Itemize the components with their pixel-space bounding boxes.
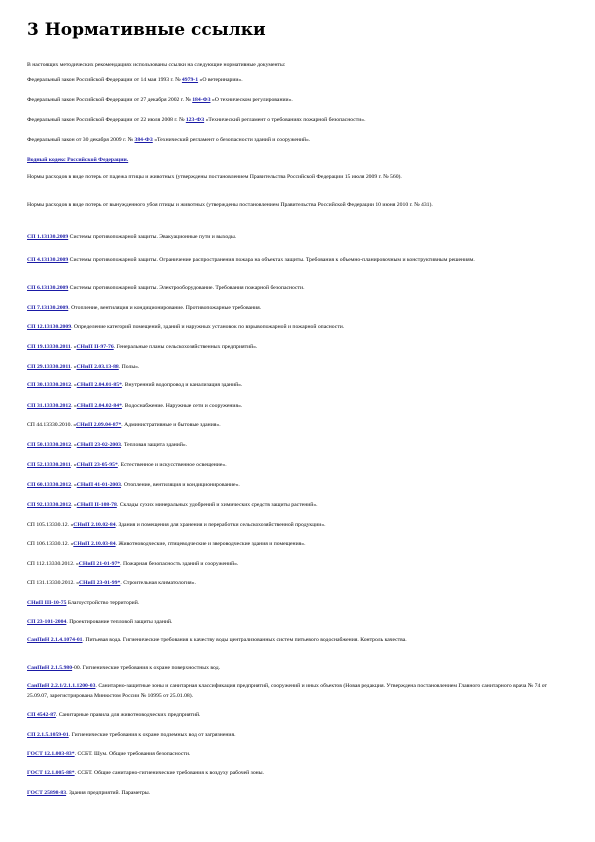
reference-link[interactable]: СНиП III-10-75 [27,600,67,606]
reference-item [27,420,567,430]
reference-item [27,322,567,332]
reference-text: Федеральный закон от 30 декабря 2009 г. № [27,137,135,143]
reference-link[interactable]: СП 4542-87 [27,712,56,718]
reference-item [27,60,567,70]
reference-item [27,500,567,510]
reference-item [27,362,567,372]
reference-text: . « [71,442,77,448]
reference-link[interactable]: СП 52.13330.2011 [27,462,71,468]
reference-text: Благоустройство территорий. [66,600,140,606]
reference-text: . Административные и бытовые здания». [121,422,221,428]
reference-text: «О техническом регулировании». [210,97,293,103]
reference-text: В настоящих методических рекомендациях использованы ссылки на следующие нормативные документы: [27,62,286,68]
reference-link[interactable]: СП 7.13130.2009 [27,305,69,311]
reference-link[interactable]: СП 6.13130.2009 [27,285,69,291]
reference-text: . Здания и помещения для хранения и переработки сельскохозяйственной продукции». [115,522,326,528]
reference-link[interactable]: СП 4.13130.2009 [27,257,69,263]
reference-link[interactable]: СНиП 2.04.02-84* [76,403,122,409]
reference-item [27,559,567,569]
reference-item [27,749,567,759]
reference-item [27,460,567,470]
reference-item [27,232,567,242]
reference-link[interactable]: СП 31.13330.2012 [27,403,72,409]
reference-link[interactable]: 184-ФЗ [192,97,211,103]
reference-text: СП 44.13330.2010. « [27,422,77,428]
reference-link[interactable]: Водный кодекс Российской Федерации. [27,157,129,163]
reference-item [27,598,567,608]
reference-text: . Естественное и искусственное освещение». [117,462,227,468]
reference-item [27,520,567,530]
reference-link[interactable]: СП 30.13330.2012 [27,382,72,388]
reference-text: . Санитарные правила для животноводческих предприятий. [55,712,201,718]
reference-link[interactable]: СНиП II-108-78 [76,502,117,508]
reference-item [27,95,567,105]
reference-link[interactable]: 4979-1 [181,77,199,83]
reference-item [27,440,567,450]
reference-text: . Отопление, вентиляция и кондиционирование». [120,482,240,488]
reference-item [27,303,567,313]
reference-text: СП 106.13330.12. « [27,541,74,547]
reference-text: . ССБТ. Общие санитарно-гигиенические требования к воздуху рабочей зоны. [74,770,264,776]
reference-item [27,135,567,145]
reference-link[interactable]: ГОСТ 25898-83 [27,790,67,796]
reference-link[interactable]: СНиП 23-05-95* [76,462,118,468]
reference-link[interactable]: ГОСТ 12.1.005-88* [27,770,75,776]
reference-link[interactable]: СП 23-101-2004 [27,619,67,625]
reference-link[interactable]: 123-ФЗ [185,117,205,123]
reference-link[interactable]: ГОСТ 12.1.003-83* [27,751,75,757]
reference-item [27,255,567,265]
reference-text: . ССБТ. Шум. Общие требования безопасности. [74,751,191,757]
reference-item [27,200,567,210]
reference-text: . Питьевая вода. Гигиенические требования к качеству воды централизованных систем питьевого водоснабжения. Контроль качества. [82,637,407,643]
reference-link[interactable]: СНиП 23-01-99* [78,580,121,586]
reference-link[interactable]: СанПиН 2.2.1/2.1.1.1200-03 [27,683,96,689]
reference-item [27,283,567,293]
reference-item [27,155,567,165]
reference-link[interactable]: СНиП 2.09.04-87* [76,422,122,428]
reference-text: «О ветеринарии». [198,77,243,83]
reference-text: Системы противопожарной защиты. Ограничение распространения пожара на объектах защиты. Требования к объемно-планировочным и конструктивным решениям. [68,257,475,263]
reference-link[interactable]: СП 12.13130.2009 [27,324,72,330]
reference-link[interactable]: СНиП 23-02-2003 [76,442,121,448]
reference-item [27,681,567,701]
reference-link[interactable]: СП 50.13330.2012 [27,442,72,448]
reference-item [27,480,567,490]
reference-text: . « [71,382,77,388]
reference-text: СП 112.13330.2012. « [27,561,79,567]
reference-text: . Генеральные планы сельскохозяйственных предприятий». [113,344,258,350]
reference-text: Нормы расходов в виде потерь от вынужденного убоя птицы и животных (утверждены постановлением Правительства Российской Федерации 10 июня 2010 г. № 431). [27,202,433,208]
reference-link[interactable]: СП 2.1.5.1059-01 [27,732,69,738]
reference-text: . « [71,482,77,488]
reference-text: . Внутренний водопровод и канализация зданий». [121,382,243,388]
reference-link[interactable]: СП 60.13330.2012 [27,482,72,488]
reference-item [27,401,567,411]
reference-link[interactable]: СНиП 21-01-97* [78,561,121,567]
reference-link[interactable]: СНиП 2.10.03-84 [73,541,116,547]
reference-item [27,115,567,125]
reference-text: . Проектирование тепловой защиты зданий. [66,619,173,625]
reference-item [27,578,567,588]
document-page [27,20,575,796]
reference-text: . Животноводческие, птицеводческие и звероводческие здания и помещения». [115,541,306,547]
reference-text: . Склады сухих минеральных удобрений и химических средств защиты растений». [116,502,318,508]
reference-item [27,172,567,182]
reference-text: СП 105.13330.12. « [27,522,74,528]
reference-link[interactable]: СНиП 41-01-2003 [76,482,121,488]
reference-link[interactable]: СП 19.13330.2011 [27,344,71,350]
reference-text: «Технический регламент о безопасности зданий и сооружений». [152,137,311,143]
reference-text: . Определение категорий помещений, зданий и наружных установок по взрывопожарной и пожарной опасности. [71,324,345,330]
reference-link[interactable]: СанПиН 2.1.4.1074-01 [27,637,83,643]
reference-text: . « [71,403,77,409]
reference-link[interactable]: СП 92.13330.2012 [27,502,72,508]
reference-text: Нормы расходов в виде потерь от падежа птицы и животных (утверждены постановлением Правительства Российской Федерации 15 июля 2009 г. № 560). [27,174,402,180]
reference-text: . Полы». [118,364,140,370]
reference-item [27,710,567,720]
reference-item [27,768,567,778]
reference-link[interactable]: 384-ФЗ [134,137,153,143]
reference-link[interactable]: СНиП 2.04.01-85* [76,382,122,388]
reference-text: СП 131.13330.2012. « [27,580,79,586]
reference-item [27,663,567,673]
reference-item [27,380,567,390]
reference-text: . Тепловая защита зданий». [120,442,188,448]
page-title: 3 Нормативные ссылки [27,20,266,40]
reference-text: . « [71,502,77,508]
reference-item [27,539,567,549]
reference-item [27,617,567,627]
reference-text: . « [70,344,77,350]
reference-link[interactable]: СанПиН 2.1.5.980 [27,665,73,671]
reference-text: . Строительная климатология». [120,580,196,586]
reference-text: . « [70,462,77,468]
reference-text: Системы противопожарной защиты. Эвакуационные пути и выходы. [68,234,237,240]
reference-text: Федеральный закон Российской Федерации от 22 июля 2008 г. № [27,117,186,123]
reference-link[interactable]: СНиП II-97-76 [76,344,114,350]
reference-link[interactable]: СП 29.13330.2011 [27,364,71,370]
reference-text: Федеральный закон Российской Федерации от 14 мая 1993 г. № [27,77,182,83]
reference-link[interactable]: СНиП 2.03.13-88 [76,364,119,370]
reference-link[interactable]: СНиП 2.10.02-84 [73,522,116,528]
reference-text: . Здания предприятий. Параметры. [66,790,151,796]
reference-text: . Пожарная безопасность зданий и сооружений». [120,561,239,567]
reference-item [27,75,567,85]
reference-link[interactable]: СП 1.13130.2009 [27,234,69,240]
reference-item [27,730,567,740]
reference-text: . Водоснабжение. Наружные сети и сооружения». [121,403,243,409]
reference-text: Системы противопожарной защиты. Электрооборудование. Требования пожарной безопасности. [68,285,305,291]
reference-text: . Гигиенические требования к охране подземных вод от загрязнения. [68,732,236,738]
reference-text: -00. Гигиенические требования к охране поверхностных вод. [72,665,221,671]
reference-text: Федеральный закон Российской Федерации от 27 декабря 2002 г. № [27,97,193,103]
reference-text: «Технический регламент о требованиях пожарной безопасности». [204,117,366,123]
reference-item [27,635,567,645]
reference-item [27,342,567,352]
reference-item [27,788,567,798]
reference-text: . Санитарно-защитные зоны и санитарная классификация предприятий, сооружений и иных объектов (Новая редакция. Утверждена постановлением Главного санитарного врача № 74 от 25.09.07, зарегистрирована Минюстом России № 10995 от 25.01.08). [27,683,547,699]
reference-text: . Отопление, вентиляция и кондиционирование. Противопожарные требования. [68,305,262,311]
reference-text: . « [70,364,77,370]
